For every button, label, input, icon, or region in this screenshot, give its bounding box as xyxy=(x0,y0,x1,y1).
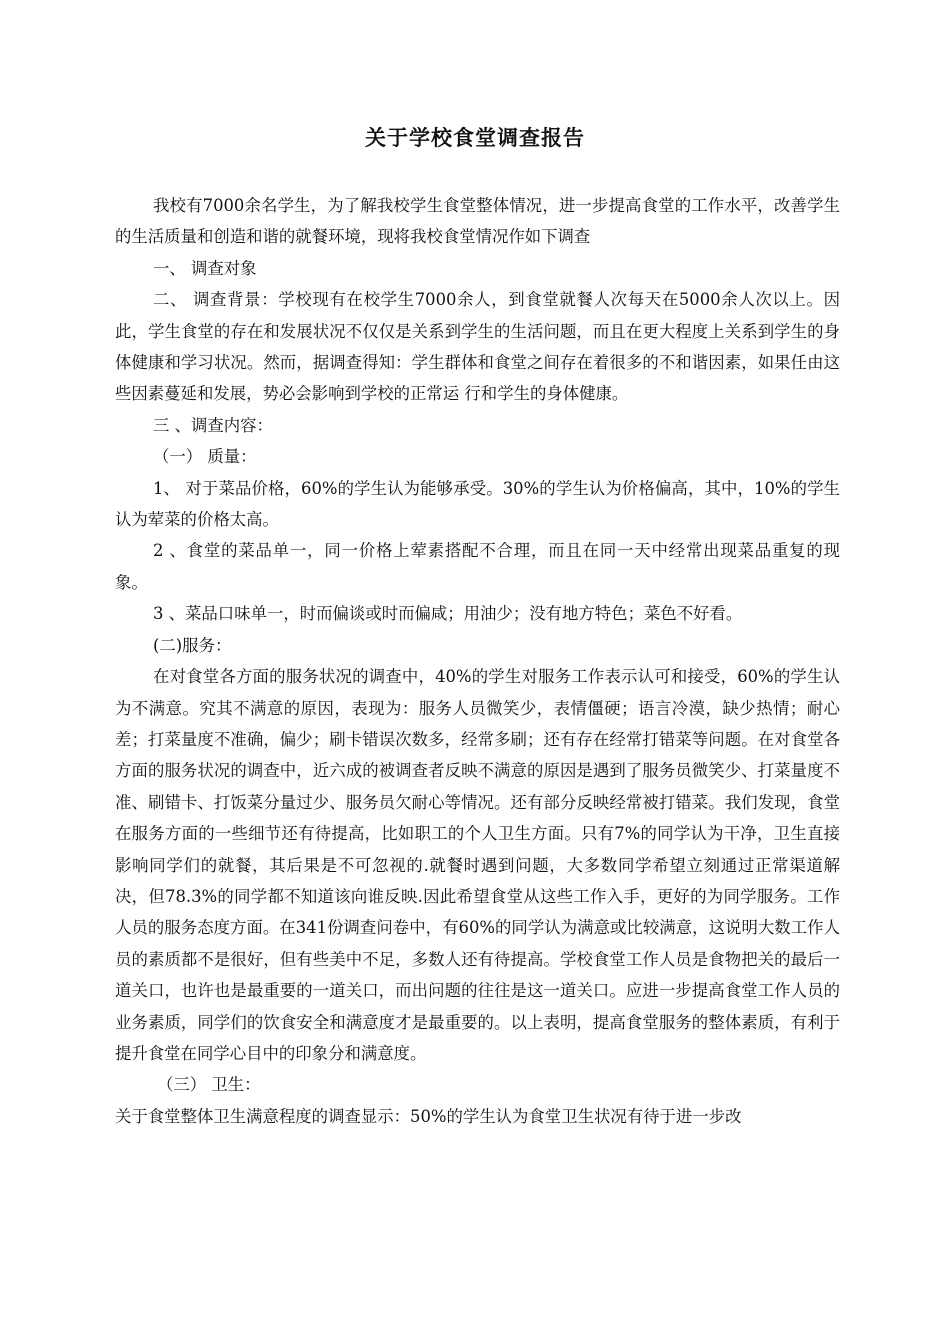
document-title: 关于学校食堂调查报告 xyxy=(365,126,585,150)
intro-paragraph: 我校有7000余名学生，为了解我校学生食堂整体情况，进一步提高食堂的工作水平，改善学生的生活质量和创造和谐的就餐环境，现将我校食堂情况作如下调查 xyxy=(115,196,840,247)
subsection-heading-quality: （一） 质量： xyxy=(153,447,257,467)
quality-item-2: 2 、食堂的菜品单一，同一价格上荤素搭配不合理，而且在同一天中经常出现菜品重复的现象。 xyxy=(115,541,840,592)
section-heading-1: 一、 调查对象 xyxy=(153,258,257,278)
quality-item-1: 1、 对于菜品价格，60%的学生认为能够承受。30%的学生认为价格偏高，其中，10%的学生认为荤菜的价格太高。 xyxy=(115,478,840,530)
document-body xyxy=(115,190,840,1132)
service-paragraph: 在对食堂各方面的服务状况的调查中，40%的学生对服务工作表示认可和接受，60%的学生认为不满意。究其不满意的原因，表现为：服务人员微笑少，表情僵硬；语言冷漠，缺少热情；耐心差；打菜量度不准确，偏少；刷卡错误次数多，经常多刷；还有存在经常打错菜等问题。在对食堂各方面的服务状况的调查中，近六成的被调查者反映不满意的原因是遇到了服务员微笑少、打菜量度不准、刷错卡、打饭菜分量过少、服务员欠耐心等情况。还有部分反映经常被打错菜。我们发现，食堂在服务方面的一些细节还有待提高，比如职工的个人卫生方面。只有7%的同学认为干净，卫生直接影响同学们的就餐，其后果是不可忽视的.就餐时遇到问题，大多数同学希望立刻通过正常渠道解决，但78.3%的同学都不知道该向谁反映.因此希望食堂从这些工作入手，更好的为同学服务。工作人员的服务态度方面。在341份调查问卷中，有60%的同学认为满意或比较满意，这说明大数工作人员的素质都不是很好，但有些美中不足，多数人还有待提高。学校食堂工作人员是食物把关的最后一道关口，也许也是最重要的一道关口，而出问题的往往是这一道关口。应进一步提高食堂工作人员的业务素质，同学们的饮食安全和满意度才是最重要的。以上表明，提高食堂服务的整体素质，有利于提升食堂在同学心目中的印象分和满意度。 xyxy=(115,667,840,1063)
subsection-heading-service: (二)服务： xyxy=(153,635,232,655)
background-paragraph: 二、 调查背景：学校现有在校学生7000余人，到食堂就餐人次每天在5000余人次以上。因此，学生食堂的存在和发展状况不仅仅是关系到学生的生活问题，而且在更大程度上关系到学生的身体健康和学习状况。然而，据调查得知：学生群体和食堂之间存在着很多的不和谐因素，如果任由这些因素蔓延和发展，势必会影响到学校的正常运 行和学生的身体健康。 xyxy=(115,290,840,404)
section-heading-3: 三 、调查内容： xyxy=(153,415,273,435)
hygiene-paragraph: 关于食堂整体卫生满意程度的调查显示：50%的学生认为食堂卫生状况有待于进一步改 xyxy=(115,1106,742,1126)
quality-item-3: 3 、菜品口味单一，时而偏谈或时而偏咸；用油少；没有地方特色；菜色不好看。 xyxy=(153,604,743,624)
subsection-heading-hygiene: （三） 卫生： xyxy=(157,1075,261,1095)
